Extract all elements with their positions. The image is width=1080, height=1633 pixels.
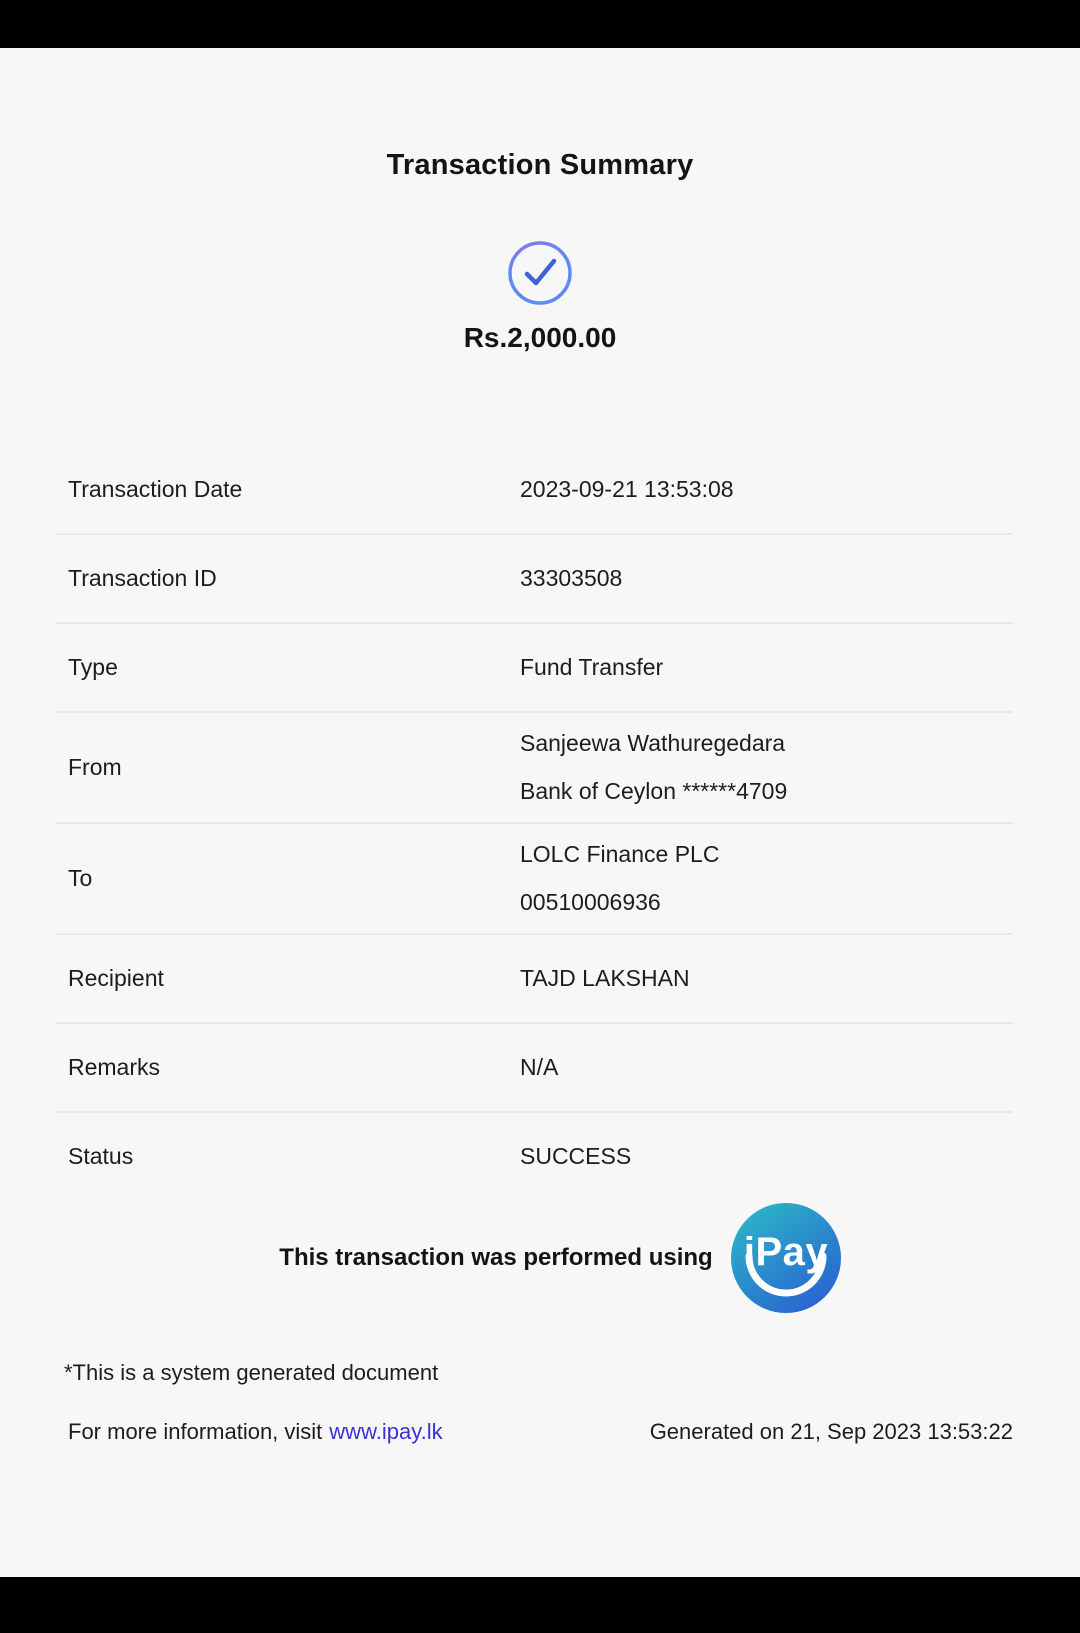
row-value: LOLC Finance PLC [520,841,720,867]
generated-timestamp: Generated on 21, Sep 2023 13:53:22 [649,1419,1013,1444]
table-row-remarks [55,1024,1013,1113]
table-row-to [55,824,1013,935]
more-info-text: For more information, visit [68,1419,323,1444]
row-value: 2023-09-21 13:53:08 [520,476,734,502]
table-row-from [55,713,1013,824]
row-label: Transaction ID [68,565,217,591]
bottom-letterbox-bar [0,1577,1080,1633]
table-row-transaction-date [55,446,1013,535]
check-mark [527,261,554,283]
performed-using-text: This transaction was performed using [279,1244,713,1271]
table-row-transaction-id [55,535,1013,624]
row-value: Bank of Ceylon ******4709 [520,778,788,804]
row-label: To [68,865,93,891]
row-label: Type [68,654,118,680]
row-label: Transaction Date [68,476,243,502]
table-row-type [55,624,1013,713]
transaction-amount: Rs.2,000.00 [463,322,617,353]
top-letterbox-bar [0,0,1080,48]
row-label: Status [68,1143,134,1169]
check-ring [510,243,570,303]
ipay-logo-icon [731,1203,841,1313]
performed-using-row [0,1202,1080,1314]
row-label: From [68,754,122,780]
row-value: Fund Transfer [520,654,664,680]
ipay-website-link[interactable]: www.ipay.lk [329,1419,443,1444]
row-value: N/A [520,1054,559,1080]
row-label: Remarks [68,1054,161,1080]
table-row-recipient [55,935,1013,1024]
receipt-page [0,48,1080,1577]
table-row-status [55,1113,1013,1200]
footer-row [68,1419,1013,1445]
transaction-details-table [55,446,1013,1200]
row-value: 00510006936 [520,889,661,915]
status-value: SUCCESS [520,1143,632,1169]
row-label: Recipient [68,965,164,991]
more-info [68,1419,443,1445]
logo-wordmark: iPay [743,1230,828,1274]
page-title: Transaction Summary [386,149,694,181]
success-check-circle-icon [507,240,573,306]
row-value: Sanjeewa Wathuregedara [520,730,786,756]
system-generated-note: *This is a system generated document [64,1360,439,1385]
row-value: 33303508 [520,565,623,591]
row-value: TAJD LAKSHAN [520,965,690,991]
